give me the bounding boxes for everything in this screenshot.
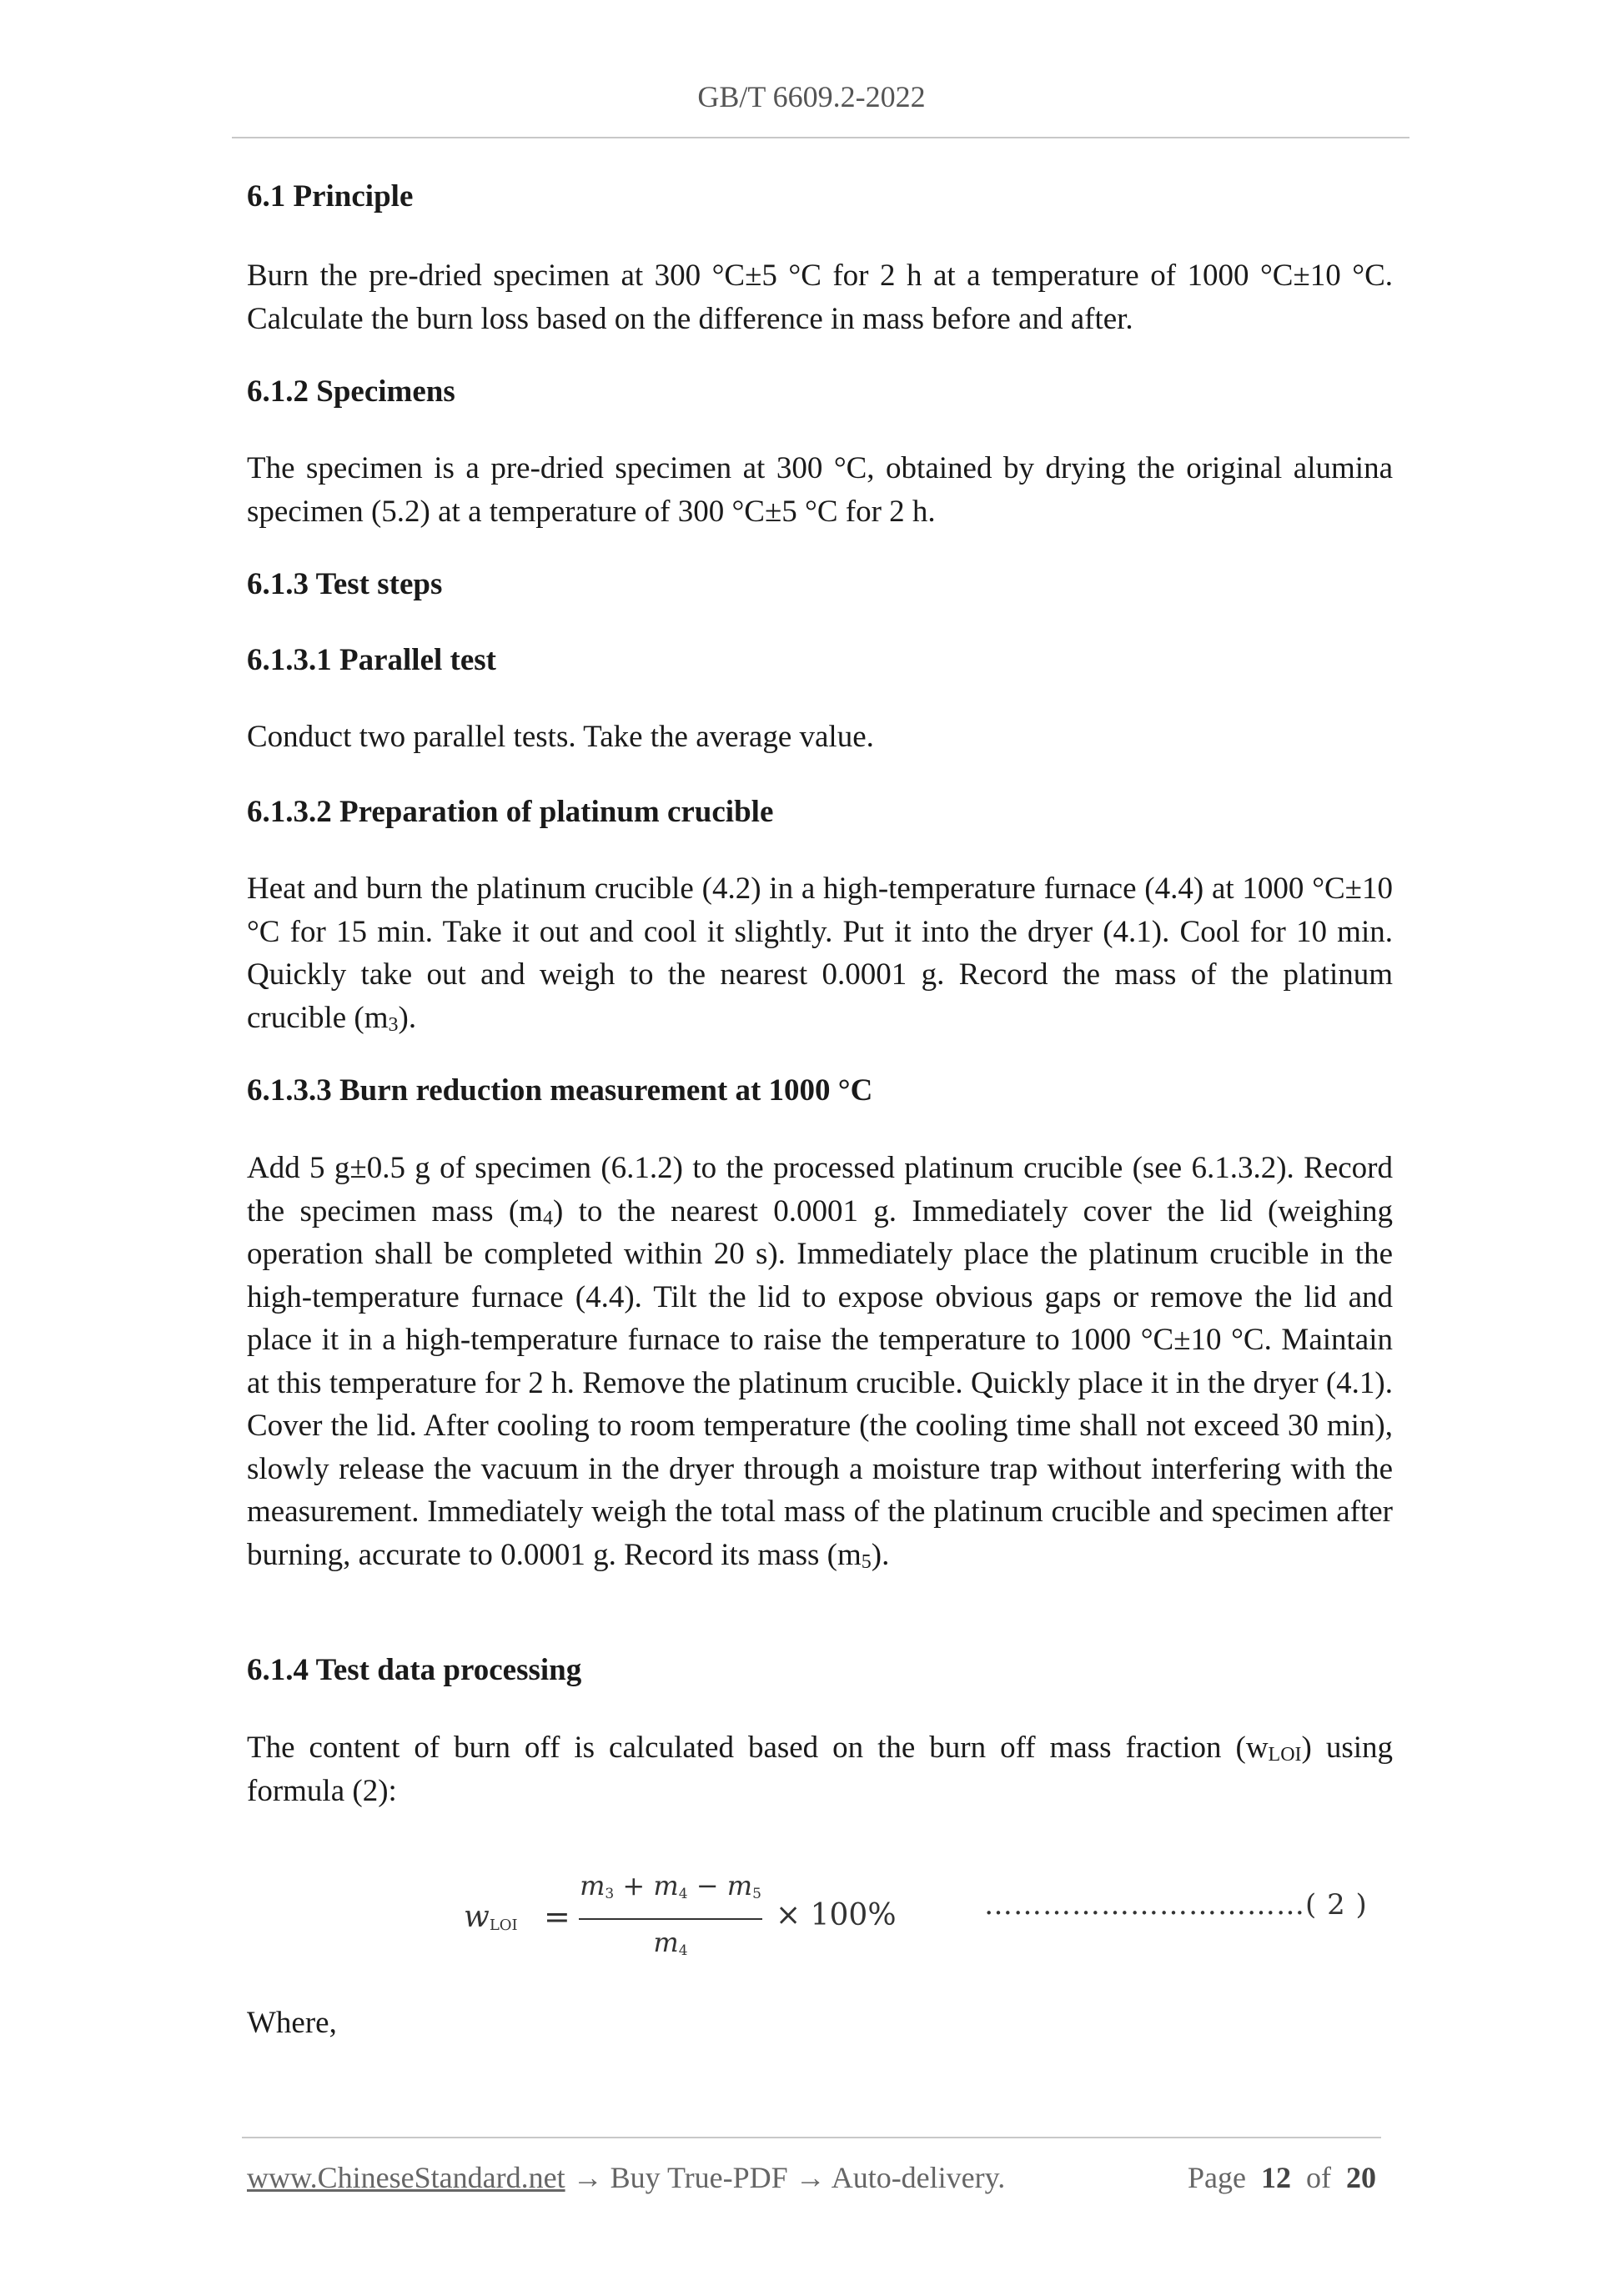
header-divider [232,137,1409,138]
formula-denominator: $m_4$ [653,1927,688,1959]
heading-parallel-test: 6.1.3.1 Parallel test [247,643,496,677]
paragraph-principle: Burn the pre-dried specimen at 300 °C±5 °C for 2 h at a temperature of 1000 °C±10 °C. Calculate the burn loss based on the difference in mass before and after. [247,259,1393,336]
page-indicator: Page 12 of 20 [1188,2161,1376,2194]
heading-principle: 6.1 Principle [247,179,414,214]
paragraph-crucible-prep: Heat and burn the platinum crucible (4.2) in a high-temperature furnace (4.4) at 1000 °C±10 °C for 15 min. Take it out and cool it slightly. Put it into the dryer (4.1). Cool for 10 min. Quickly take out and weigh to the nearest 0.0001 g. Record the mass of the platinum crucible $(m_3)$. [247,872,1393,1036]
heading-specimens: 6.1.2 Specimens [247,374,455,409]
paragraph-specimens: The specimen is a pre-dried specimen at 300 °C, obtained by drying the original alumina specimen (5.2) at a temperature of 300 °C±5 °C for 2 h. [247,451,1393,529]
paragraph-parallel-test: Conduct two parallel tests. Take the average value. [247,720,874,754]
formula-fraction-bar [579,1918,762,1920]
subscript-m3: 3 [388,1013,399,1036]
formula-number: ……………………………( 2 ) [984,1888,1368,1922]
formula-times-100-percent: × 100% [776,1898,897,1932]
formula-loi [464,1866,897,1958]
heading-data-processing: 6.1.4 Test data processing [247,1653,582,1687]
subscript-m5: 5 [861,1550,872,1573]
subscript-m4: 4 [542,1207,553,1229]
footer-promo [247,2160,1005,2195]
footer-divider [242,2137,1381,2138]
heading-burn-reduction: 6.1.3.3 Burn reduction measurement at 1000 °C [247,1073,873,1108]
current-page: 12 [1261,2161,1291,2194]
paragraph-where: Where, [247,2006,337,2040]
footer-website-link[interactable]: www.ChineseStandard.net [247,2161,565,2194]
subscript-loi: LOI [1268,1744,1302,1766]
formula-numerator: $m_3 + m_4 - m_5$ [580,1870,761,1902]
total-pages: 20 [1346,2161,1376,2194]
heading-crucible-prep: 6.1.3.2 Preparation of platinum crucible [247,795,774,829]
formula-equals: = [544,1898,570,1935]
footer-buy-text: → Buy True-PDF → Auto-delivery. [565,2161,1006,2194]
heading-test-steps: 6.1.3 Test steps [247,567,443,601]
header-title: GB/T 6609.2-2022 [697,80,926,113]
paragraph-burn-reduction: Add 5 g±0.5 g of specimen (6.1.2) to the processed platinum crucible (see 6.1.3.2). Record the specimen mass $(m_4)$ to the nearest 0.0001 g. Immediately cover the lid (weighing operation shall be completed within 20 s). Immediately place the platinum crucible in the high-temperature furnace (4.4). Tilt the lid to expose obvious gaps or remove the lid and place it in a high-temperature furnace to raise the temperature to 1000 °C±10 °C. Maintain at this temperature for 2 h. Remove the platinum crucible. Quickly place it in the dryer (4.1). Cover the lid. After cooling to room temperature (the cooling time shall not exceed 30 min), slowly release the vacuum in the dryer through a moisture trap without interfering with the measurement. Immediately weigh the total mass of the platinum crucible and specimen after burning, accurate to 0.0001 g. Record its mass $(m_5)$. [247,1151,1394,1573]
formula-lhs: $w_{LOI}$ [464,1900,518,1934]
paragraph-data-processing: The content of burn off is calculated based on the burn off mass fraction $(w_{LOI})$ using formula (2): [247,1731,1393,1808]
